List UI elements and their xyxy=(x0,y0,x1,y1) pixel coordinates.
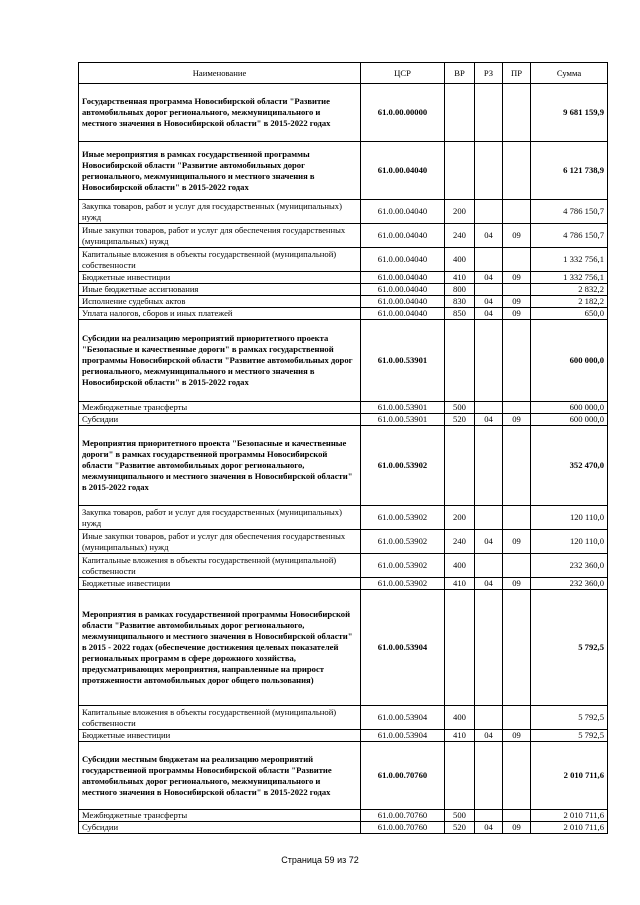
cell-name: Иные закупки товаров, работ и услуг для обеспечения государственных (муниципальных) нужд xyxy=(79,530,361,554)
header-pr: ПР xyxy=(503,63,531,84)
table-body xyxy=(79,84,608,834)
table-header-row xyxy=(79,63,608,84)
cell-rz xyxy=(475,284,503,296)
cell-name: Бюджетные инвестиции xyxy=(79,272,361,284)
cell-pr xyxy=(503,284,531,296)
table-row xyxy=(79,590,608,706)
cell-sum: 4 786 150,7 xyxy=(531,224,608,248)
cell-sum: 1 332 756,1 xyxy=(531,248,608,272)
cell-name: Закупка товаров, работ и услуг для государственных (муниципальных) нужд xyxy=(79,200,361,224)
cell-pr: 09 xyxy=(503,730,531,742)
table-row xyxy=(79,284,608,296)
table-row xyxy=(79,414,608,426)
cell-rz xyxy=(475,248,503,272)
cell-sum: 232 360,0 xyxy=(531,554,608,578)
cell-sum: 120 110,0 xyxy=(531,530,608,554)
table-row xyxy=(79,248,608,272)
cell-csr: 61.0.00.53904 xyxy=(361,730,445,742)
cell-vr: 520 xyxy=(445,414,475,426)
page-footer: Страница 59 из 72 xyxy=(281,855,359,865)
cell-rz xyxy=(475,554,503,578)
cell-rz: 04 xyxy=(475,530,503,554)
cell-vr: 410 xyxy=(445,578,475,590)
cell-sum: 4 786 150,7 xyxy=(531,200,608,224)
cell-name: Государственная программа Новосибирской области "Развитие автомобильных дорог регионального, межмуниципального и местного значения в Новосибирской области" в 2015-2022 годах xyxy=(79,84,361,142)
cell-csr: 61.0.00.04040 xyxy=(361,296,445,308)
cell-csr: 61.0.00.53902 xyxy=(361,506,445,530)
cell-rz xyxy=(475,200,503,224)
cell-sum: 5 792,5 xyxy=(531,730,608,742)
cell-vr xyxy=(445,84,475,142)
cell-rz: 04 xyxy=(475,578,503,590)
cell-name: Уплата налогов, сборов и иных платежей xyxy=(79,308,361,320)
cell-pr: 09 xyxy=(503,578,531,590)
cell-sum: 5 792,5 xyxy=(531,706,608,730)
cell-vr: 500 xyxy=(445,402,475,414)
cell-vr: 800 xyxy=(445,284,475,296)
cell-pr xyxy=(503,810,531,822)
cell-csr: 61.0.00.70760 xyxy=(361,810,445,822)
cell-rz: 04 xyxy=(475,272,503,284)
table-row xyxy=(79,142,608,200)
cell-pr xyxy=(503,142,531,200)
cell-sum: 6 121 738,9 xyxy=(531,142,608,200)
cell-sum: 5 792,5 xyxy=(531,590,608,706)
cell-name: Мероприятия в рамках государственной программы Новосибирской области "Развитие автомобильных дорог регионального, межмуниципального и местного значения в Новосибирской области" в 2015 - 2022 годах (обеспечение достижения целевых показателей региональных программ в сфере дорожного хозяйства, предусматривающих мероприятия, направленные на прирост протяженности автомобильных дорог общего пользования) xyxy=(79,590,361,706)
table-row xyxy=(79,272,608,284)
table-row xyxy=(79,402,608,414)
cell-pr xyxy=(503,84,531,142)
cell-pr: 09 xyxy=(503,296,531,308)
cell-name: Субсидии xyxy=(79,822,361,834)
cell-pr: 09 xyxy=(503,308,531,320)
cell-rz xyxy=(475,320,503,402)
table-row xyxy=(79,554,608,578)
cell-csr: 61.0.00.04040 xyxy=(361,142,445,200)
cell-pr: 09 xyxy=(503,414,531,426)
table-row xyxy=(79,426,608,506)
cell-name: Закупка товаров, работ и услуг для государственных (муниципальных) нужд xyxy=(79,506,361,530)
cell-vr: 200 xyxy=(445,506,475,530)
cell-sum: 120 110,0 xyxy=(531,506,608,530)
cell-pr xyxy=(503,742,531,810)
cell-vr: 850 xyxy=(445,308,475,320)
cell-csr: 61.0.00.04040 xyxy=(361,200,445,224)
cell-sum: 2 010 711,6 xyxy=(531,810,608,822)
table-row xyxy=(79,224,608,248)
cell-name: Бюджетные инвестиции xyxy=(79,730,361,742)
cell-pr xyxy=(503,706,531,730)
cell-vr: 400 xyxy=(445,248,475,272)
cell-pr xyxy=(503,426,531,506)
cell-vr: 410 xyxy=(445,730,475,742)
cell-pr xyxy=(503,200,531,224)
cell-sum: 232 360,0 xyxy=(531,578,608,590)
cell-vr: 410 xyxy=(445,272,475,284)
cell-rz: 04 xyxy=(475,414,503,426)
cell-name: Субсидии xyxy=(79,414,361,426)
cell-pr: 09 xyxy=(503,530,531,554)
cell-pr xyxy=(503,554,531,578)
cell-sum: 2 010 711,6 xyxy=(531,742,608,810)
cell-name: Капитальные вложения в объекты государственной (муниципальной) собственности xyxy=(79,706,361,730)
cell-csr: 61.0.00.53902 xyxy=(361,578,445,590)
cell-sum: 1 332 756,1 xyxy=(531,272,608,284)
header-csr: ЦСР xyxy=(361,63,445,84)
cell-rz xyxy=(475,402,503,414)
cell-vr xyxy=(445,142,475,200)
cell-rz xyxy=(475,426,503,506)
cell-pr xyxy=(503,590,531,706)
cell-sum: 650,0 xyxy=(531,308,608,320)
table-row xyxy=(79,296,608,308)
cell-rz: 04 xyxy=(475,730,503,742)
cell-sum: 600 000,0 xyxy=(531,414,608,426)
cell-vr: 240 xyxy=(445,224,475,248)
cell-csr: 61.0.00.70760 xyxy=(361,822,445,834)
cell-csr: 61.0.00.53902 xyxy=(361,530,445,554)
cell-sum: 352 470,0 xyxy=(531,426,608,506)
cell-rz xyxy=(475,706,503,730)
cell-rz xyxy=(475,506,503,530)
cell-rz xyxy=(475,742,503,810)
cell-name: Иные мероприятия в рамках государственной программы Новосибирской области "Развитие автомобильных дорог регионального, межмуниципального и местного значения в Новосибирской области" в 2015-2022 годах xyxy=(79,142,361,200)
cell-pr xyxy=(503,506,531,530)
cell-csr: 61.0.00.04040 xyxy=(361,308,445,320)
cell-csr: 61.0.00.53902 xyxy=(361,554,445,578)
cell-csr: 61.0.00.53902 xyxy=(361,426,445,506)
cell-name: Исполнение судебных актов xyxy=(79,296,361,308)
cell-rz xyxy=(475,142,503,200)
table-row xyxy=(79,200,608,224)
cell-vr xyxy=(445,426,475,506)
cell-vr: 240 xyxy=(445,530,475,554)
table-row xyxy=(79,742,608,810)
cell-csr: 61.0.00.53901 xyxy=(361,414,445,426)
header-sum: Сумма xyxy=(531,63,608,84)
cell-csr: 61.0.00.53901 xyxy=(361,320,445,402)
cell-sum: 9 681 159,9 xyxy=(531,84,608,142)
table-row xyxy=(79,578,608,590)
cell-rz: 04 xyxy=(475,822,503,834)
cell-rz xyxy=(475,810,503,822)
cell-name: Межбюджетные трансферты xyxy=(79,402,361,414)
cell-rz: 04 xyxy=(475,296,503,308)
cell-vr: 200 xyxy=(445,200,475,224)
header-rz: РЗ xyxy=(475,63,503,84)
table-row xyxy=(79,84,608,142)
cell-csr: 61.0.00.53901 xyxy=(361,402,445,414)
table-row xyxy=(79,810,608,822)
cell-pr: 09 xyxy=(503,224,531,248)
cell-csr: 61.0.00.53904 xyxy=(361,590,445,706)
cell-name: Иные закупки товаров, работ и услуг для обеспечения государственных (муниципальных) нужд xyxy=(79,224,361,248)
cell-rz xyxy=(475,590,503,706)
cell-pr: 09 xyxy=(503,822,531,834)
cell-vr: 830 xyxy=(445,296,475,308)
cell-csr: 61.0.00.04040 xyxy=(361,224,445,248)
cell-sum: 600 000,0 xyxy=(531,402,608,414)
cell-csr: 61.0.00.53904 xyxy=(361,706,445,730)
table-row xyxy=(79,506,608,530)
cell-name: Мероприятия приоритетного проекта "Безопасные и качественные дороги" в рамках государственной программы Новосибирской области "Развитие автомобильных дорог регионального, межмуниципального и местного значения в Новосибирской области" в 2015-2022 годах xyxy=(79,426,361,506)
budget-table xyxy=(78,62,608,834)
cell-pr xyxy=(503,320,531,402)
cell-vr: 400 xyxy=(445,554,475,578)
table-row xyxy=(79,320,608,402)
cell-name: Капитальные вложения в объекты государственной (муниципальной) собственности xyxy=(79,248,361,272)
table-row xyxy=(79,706,608,730)
cell-vr xyxy=(445,590,475,706)
cell-csr: 61.0.00.04040 xyxy=(361,284,445,296)
cell-csr: 61.0.00.70760 xyxy=(361,742,445,810)
cell-name: Субсидии на реализацию мероприятий приоритетного проекта "Безопасные и качественные дороги" в рамках государственной программы Новосибирской области "Развитие автомобильных дорог регионального, межмуниципального и местного значения в Новосибирской области" в 2015-2022 годах xyxy=(79,320,361,402)
cell-name: Капитальные вложения в объекты государственной (муниципальной) собственности xyxy=(79,554,361,578)
table-row xyxy=(79,530,608,554)
cell-csr: 61.0.00.04040 xyxy=(361,272,445,284)
cell-sum: 600 000,0 xyxy=(531,320,608,402)
cell-name: Бюджетные инвестиции xyxy=(79,578,361,590)
cell-rz xyxy=(475,84,503,142)
table-row xyxy=(79,730,608,742)
header-name: Наименование xyxy=(79,63,361,84)
cell-name: Межбюджетные трансферты xyxy=(79,810,361,822)
cell-vr: 520 xyxy=(445,822,475,834)
table-row xyxy=(79,822,608,834)
cell-vr: 500 xyxy=(445,810,475,822)
cell-rz: 04 xyxy=(475,308,503,320)
cell-pr xyxy=(503,402,531,414)
cell-pr: 09 xyxy=(503,272,531,284)
cell-csr: 61.0.00.04040 xyxy=(361,248,445,272)
cell-csr: 61.0.00.00000 xyxy=(361,84,445,142)
cell-vr xyxy=(445,742,475,810)
cell-sum: 2 182,2 xyxy=(531,296,608,308)
cell-vr: 400 xyxy=(445,706,475,730)
cell-sum: 2 010 711,6 xyxy=(531,822,608,834)
table-row xyxy=(79,308,608,320)
cell-sum: 2 832,2 xyxy=(531,284,608,296)
cell-pr xyxy=(503,248,531,272)
cell-name: Субсидии местным бюджетам на реализацию мероприятий государственной программы Новосибирской области "Развитие автомобильных дорог регионального, межмуниципального и местного значения в Новосибирской области" в 2015-2022 годах xyxy=(79,742,361,810)
cell-rz: 04 xyxy=(475,224,503,248)
header-vr: ВР xyxy=(445,63,475,84)
cell-name: Иные бюджетные ассигнования xyxy=(79,284,361,296)
cell-vr xyxy=(445,320,475,402)
